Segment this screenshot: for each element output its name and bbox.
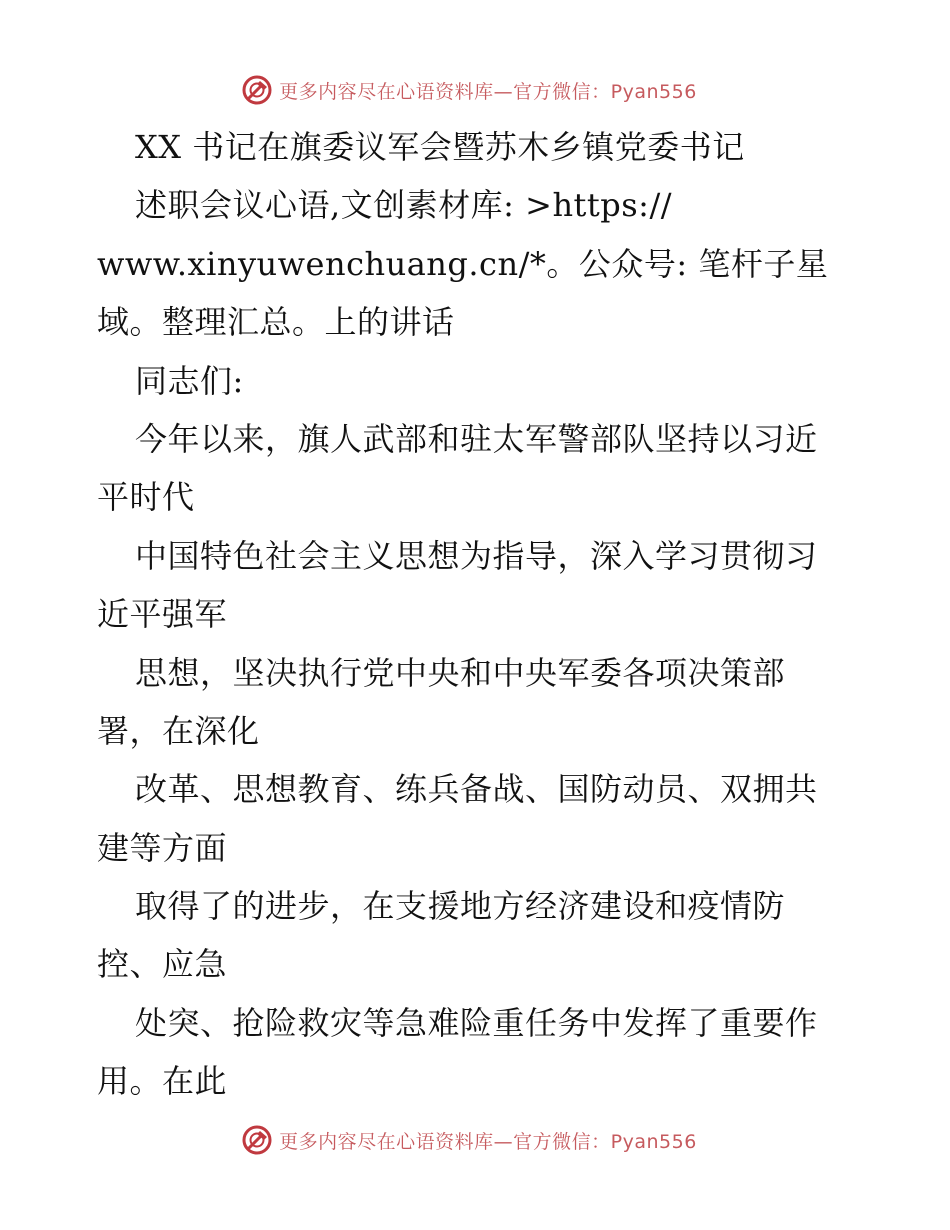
brand-logo-icon <box>241 1124 273 1156</box>
text-line: 署，在深化 <box>97 711 260 750</box>
text-line: 取得了的进步，在支援地方经济建设和疫情防 <box>135 887 786 926</box>
document-body <box>97 118 857 1111</box>
footer-banner <box>0 1120 950 1160</box>
brand-logo-icon <box>241 74 273 106</box>
footer-banner-text: 更多内容尽在心语资料库—官方微信：Pyan556 <box>279 1130 697 1153</box>
text-line: 中国特色社会主义思想为指导，深入学习贯彻习 <box>135 536 818 575</box>
header-banner <box>0 70 950 110</box>
text-line: 域。整理汇总。上的讲话 <box>97 303 455 342</box>
text-line: 述职会议心语,文创素材库: >https:// <box>135 186 673 225</box>
text-line: 建等方面 <box>97 828 228 867</box>
text-line: www.xinyuwenchuang.cn/*。公众号: 笔杆子星 <box>97 244 829 283</box>
text-line: 同志们: <box>135 361 244 400</box>
text-line: 处突、抢险救灾等急难险重任务中发挥了重要作 <box>135 1003 818 1042</box>
footer-banner-content <box>241 1124 697 1156</box>
text-line: 近平强军 <box>97 595 228 634</box>
text-line: 平时代 <box>97 478 195 517</box>
text-line: XX 书记在旗委议军会暨苏木乡镇党委书记 <box>135 128 745 166</box>
header-banner-content <box>241 74 697 106</box>
text-line: 控、应急 <box>97 945 228 984</box>
text-line: 思想，坚决执行党中央和中央军委各项决策部 <box>135 653 786 692</box>
header-banner-text: 更多内容尽在心语资料库—官方微信：Pyan556 <box>279 80 697 103</box>
text-line: 今年以来，旗人武部和驻太军警部队坚持以习近 <box>135 419 818 458</box>
text-line: 改革、思想教育、练兵备战、国防动员、双拥共 <box>135 770 818 809</box>
text-line: 用。在此 <box>97 1062 228 1101</box>
